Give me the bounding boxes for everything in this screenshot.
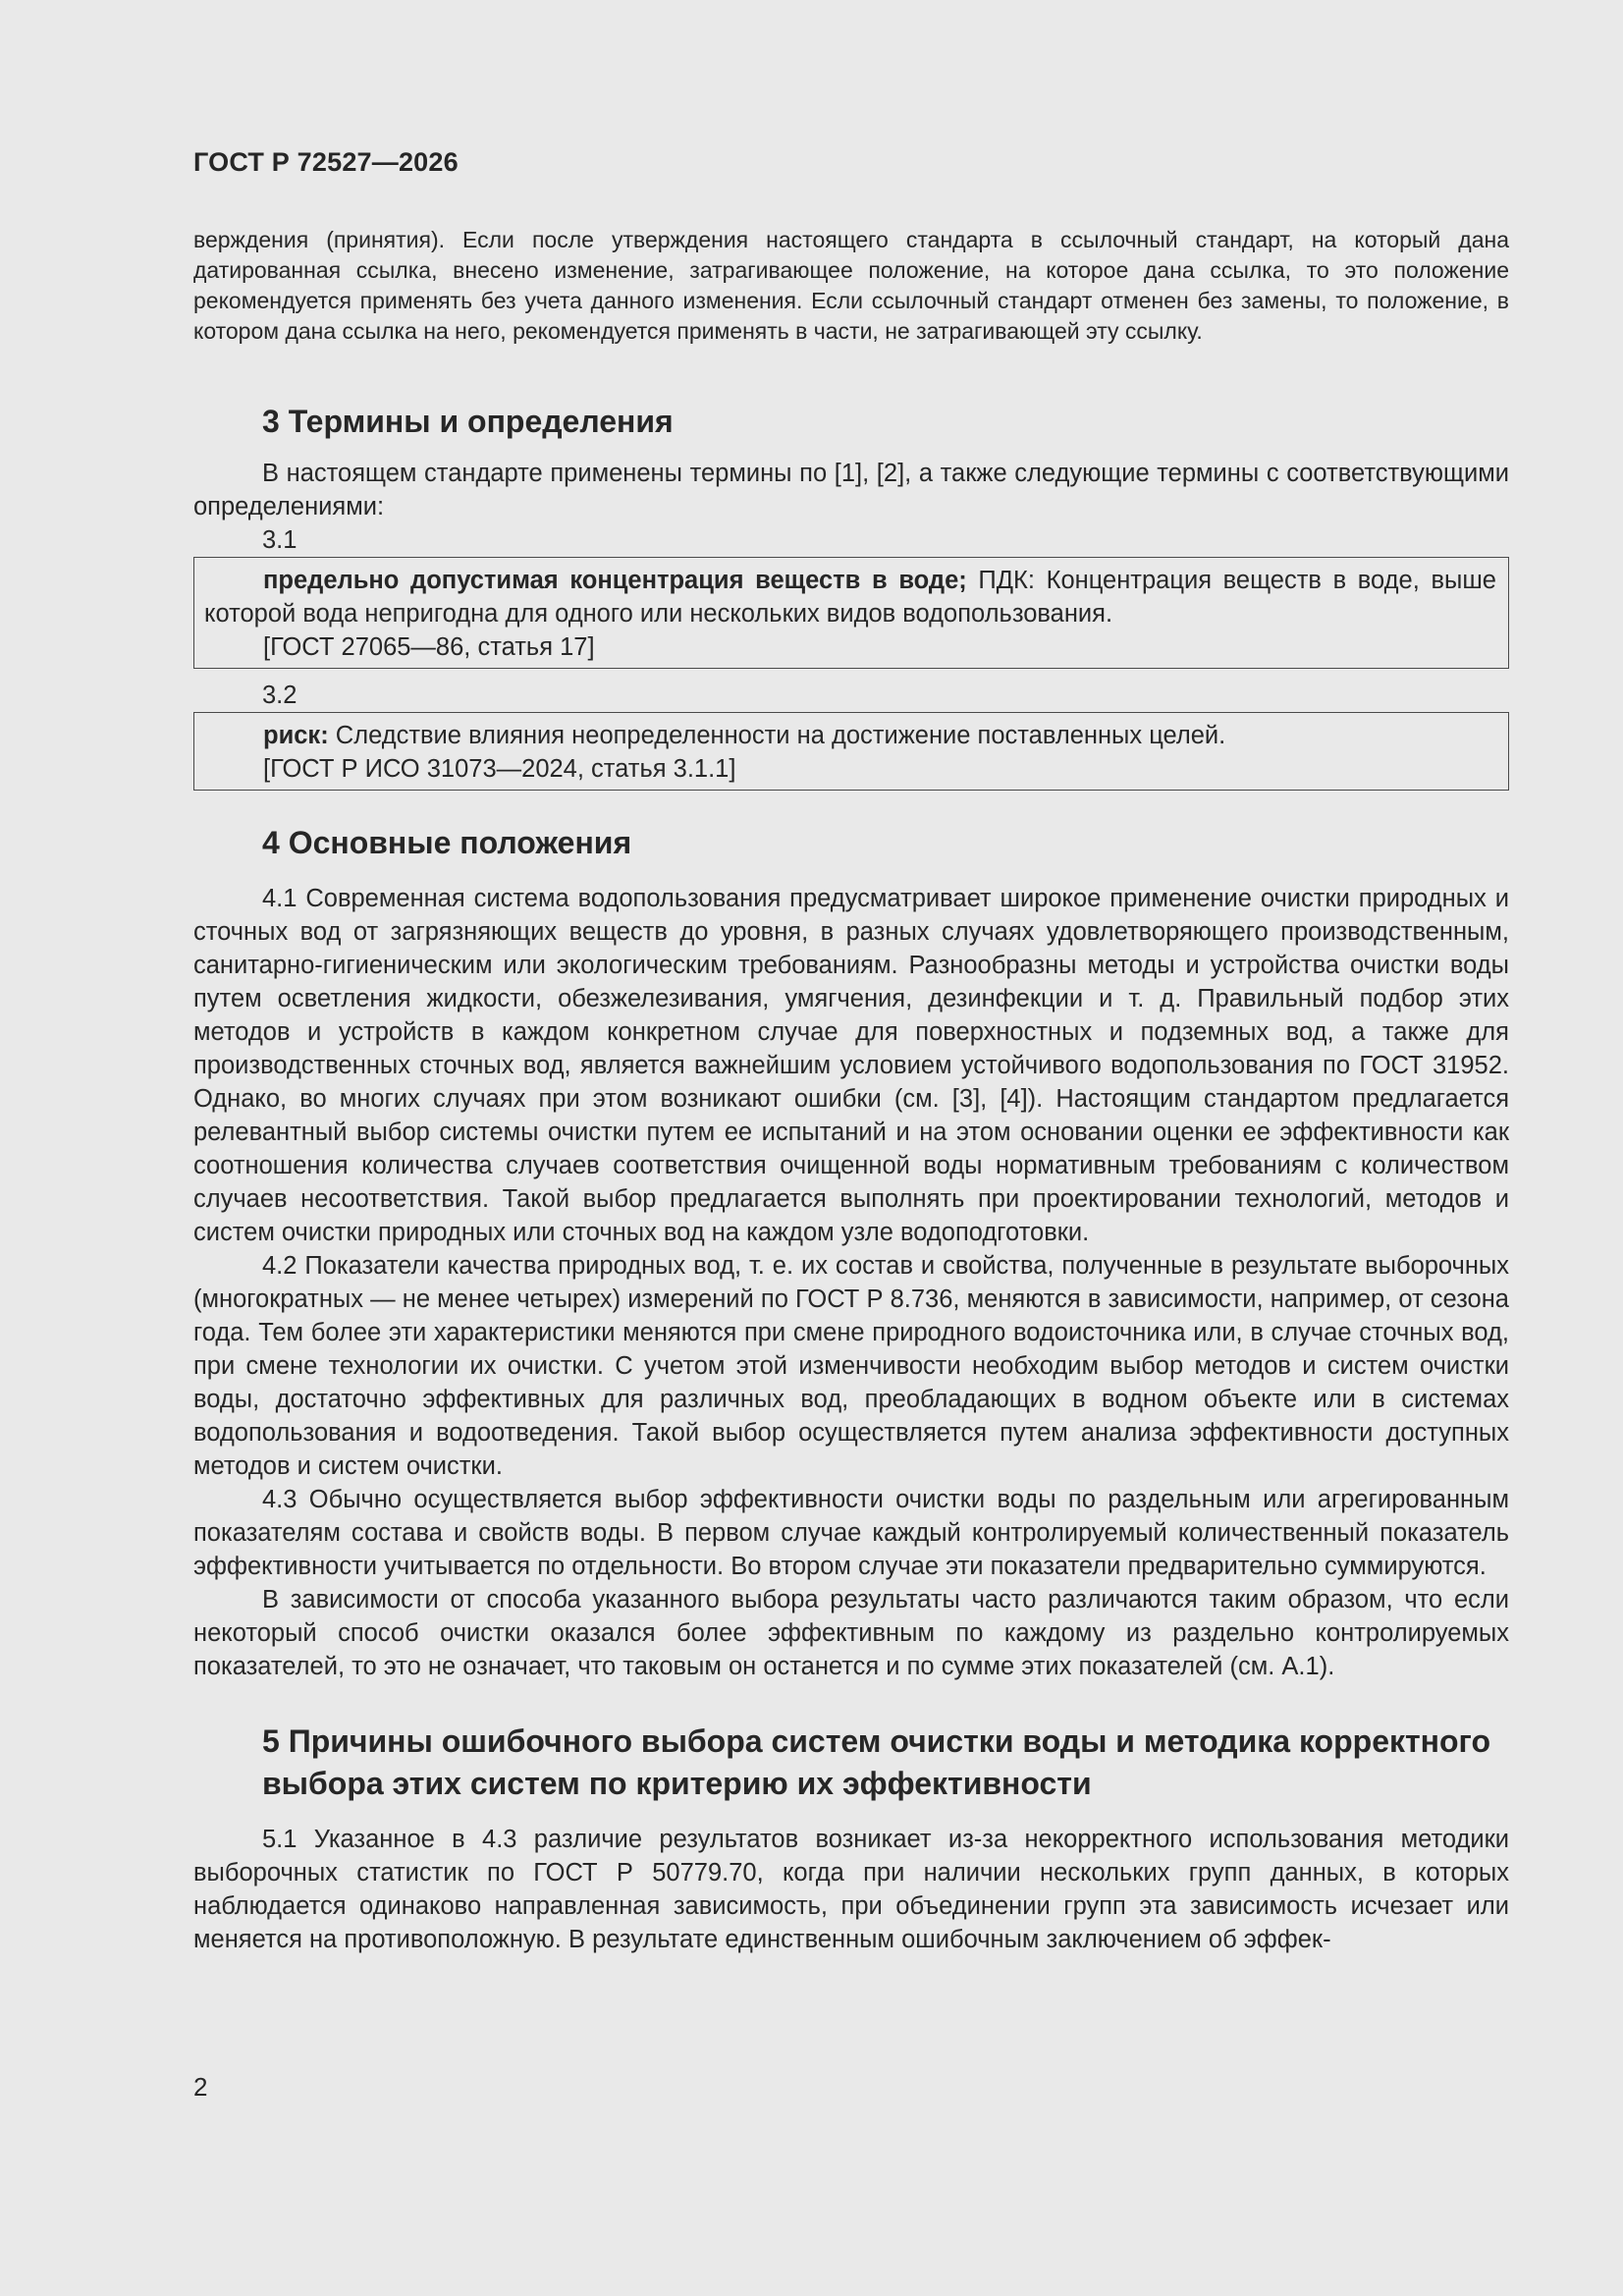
term-3-1-term: предельно допустимая концентрация веществ в воде;	[263, 567, 967, 594]
term-3-2-number: 3.2	[262, 682, 298, 709]
section-4-heading: 4 Основные положения	[262, 825, 632, 860]
term-3-1-source: [ГОСТ 27065—86, статья 17]	[263, 633, 595, 661]
section-3-intro: В настоящем стандарте применены термины по [1], [2], а также следующие термины с соответствующими определениями:	[193, 460, 1509, 520]
term-3-2-term: риск:	[263, 722, 329, 749]
paragraph-4-3: 4.3 Обычно осуществляется выбор эффективности очистки воды по раздельным или агрегированным показателям состава и свойств воды. В первом случае каждый контролируемый количественный показатель эффективности учитывается по отдельности. Во втором случае эти показатели предварительно суммируются.	[193, 1486, 1509, 1580]
section-5-heading: 5 Причины ошибочного выбора систем очистки воды и методика корректного выбора этих систем по критерию их эффективности	[262, 1723, 1490, 1801]
document-header: ГОСТ Р 72527—2026	[193, 147, 459, 177]
term-3-1-text	[204, 564, 1496, 630]
term-3-1-definition: ПДК: Концентрация веществ в воде, выше которой вода непригодна для одного или нескольких видов водопользования.	[204, 567, 1496, 628]
section-3-heading: 3 Термины и определения	[262, 404, 674, 439]
intro-paragraph: верждения (принятия). Если после утверждения настоящего стандарта в ссылочный стандарт, на который дана датированная ссылка, внесено изменение, затрагивающее положение, на которое дана ссылка, то это положение рекомендуется применять без учета данного изменения. Если ссылочный стандарт отменен без замены, то положение, в котором дана ссылка на него, рекомендуется применять в части, не затрагивающей эту ссылку.	[193, 227, 1509, 344]
term-3-2-source: [ГОСТ Р ИСО 31073—2024, статья 3.1.1]	[263, 755, 736, 783]
paragraph-4-2: 4.2 Показатели качества природных вод, т. е. их состав и свойства, полученные в результате выборочных (многократных — не менее четырех) измерений по ГОСТ Р 8.736, меняются в зависимости, например, от сезона года. Тем более эти характеристики меняются при смене природного водоисточника или, в случае сточных вод, при смене технологии их очистки. С учетом этой изменчивости необходим выбор методов и систем очистки воды, достаточно эффективных для различных вод, преобладающих в водном объекте или в системах водопользования и водоотведения. Такой выбор осуществляется путем анализа эффективности доступных методов и систем очистки.	[193, 1252, 1509, 1480]
paragraph-4-1: 4.1 Современная система водопользования предусматривает широкое применение очистки природных и сточных вод от загрязняющих веществ до уровня, в разных случаях удовлетворяющего производственным, санитарно-гигиеническим или экологическим требованиям. Разнообразны методы и устройства очистки воды путем осветления жидкости, обезжелезивания, умягчения, дезинфекции и т. д. Правильный подбор этих методов и устройств в каждом конкретном случае для поверхностных и подземных вод, а также для производственных сточных вод, является важнейшим условием устойчивого водопользования по ГОСТ 31952. Однако, во многих случаях при этом возникают ошибки (см. [3], [4]). Настоящим стандартом предлагается релевантный выбор системы очистки путем ее испытаний и на этом основании оценки ее эффективности как соотношения количества случаев соответствия очищенной воды нормативным требованиям с количеством случаев несоответствия. Такой выбор предлагается выполнять при проектировании технологий, методов и систем очистки природных или сточных вод на каждом узле водоподготовки.	[193, 885, 1509, 1246]
term-3-2-definition: Следствие влияния неопределенности на достижение поставленных целей.	[328, 722, 1226, 749]
term-3-1-box	[193, 557, 1509, 669]
paragraph-4-3-continued: В зависимости от способа указанного выбора результаты часто различаются таким образом, что если некоторый способ очистки оказался более эффективным по каждому из раздельно контролируемых показателей, то это не означает, что таковым он останется и по сумме этих показателей (см. А.1).	[193, 1586, 1509, 1680]
term-3-2-text	[204, 719, 1496, 752]
paragraph-5-1: 5.1 Указанное в 4.3 различие результатов возникает из-за некорректного использования методики выборочных статистик по ГОСТ Р 50779.70, когда при наличии нескольких групп данных, в которых наблюдается одинаково направленная зависимость, при объединении групп эта зависимость исчезает или меняется на противоположную. В результате единственным ошибочным заключением об эффек-	[193, 1826, 1509, 1953]
page-number: 2	[193, 2072, 208, 2102]
term-3-2-box	[193, 712, 1509, 791]
term-3-1-number: 3.1	[262, 526, 298, 554]
document-body	[193, 225, 1509, 1956]
